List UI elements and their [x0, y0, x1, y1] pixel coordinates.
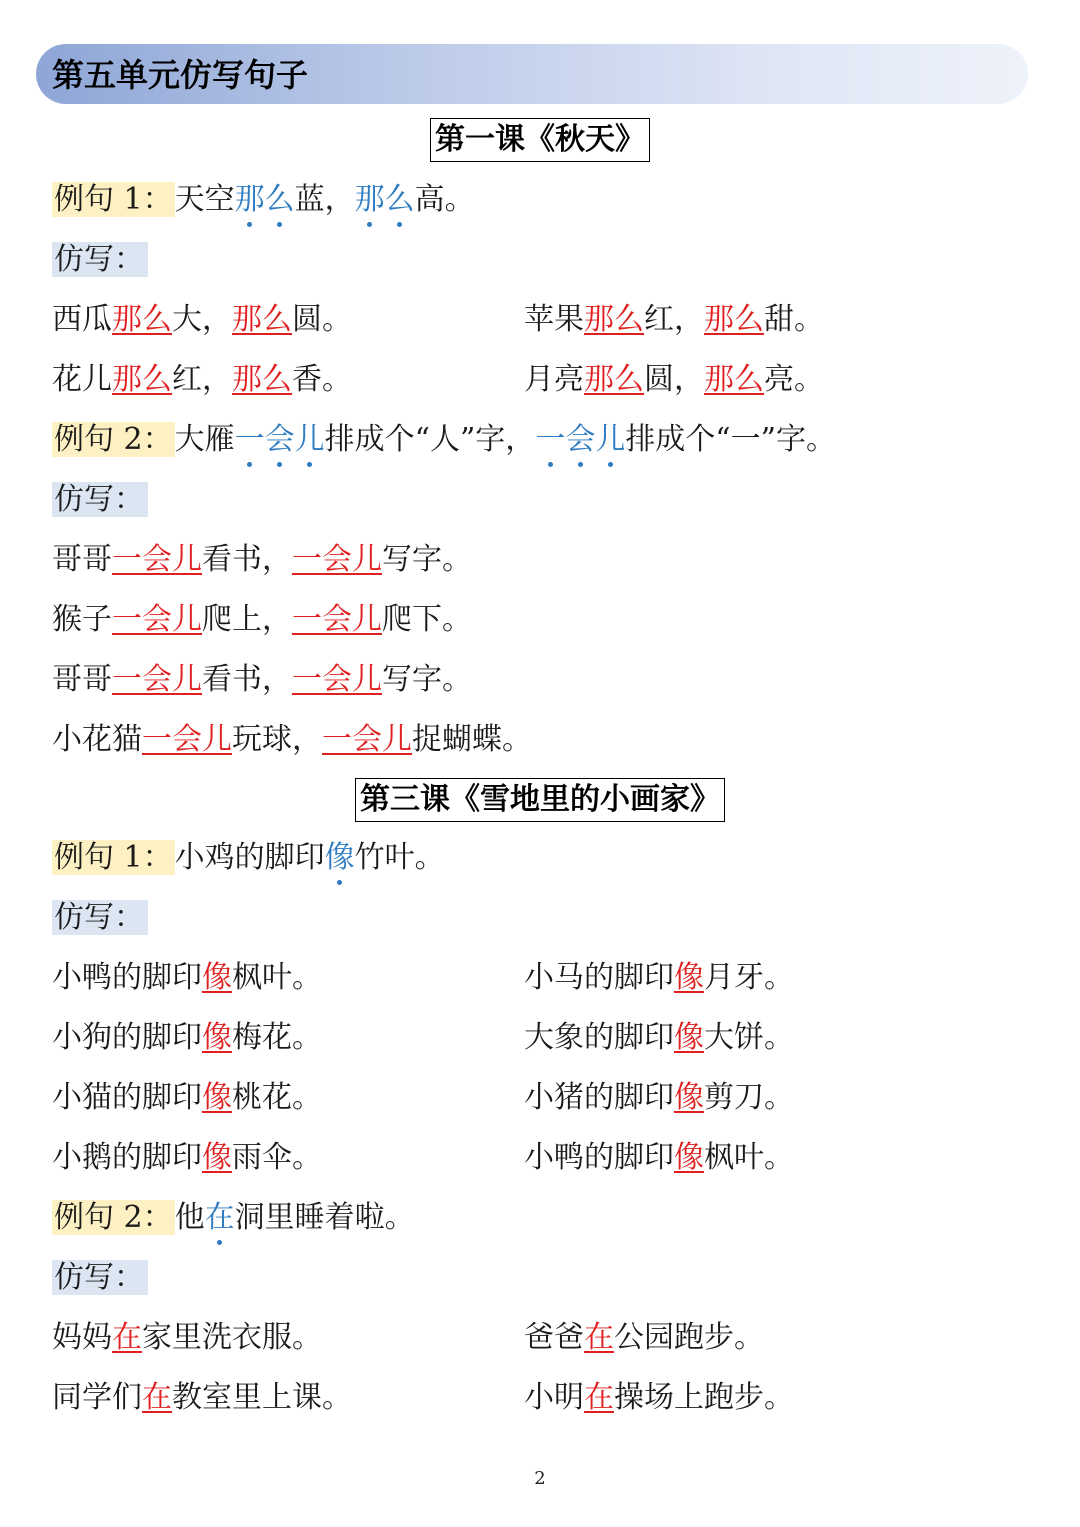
- answer-line: 猴子一会儿爬上，一会儿爬下。: [52, 602, 472, 637]
- answer-line: 大象的脚印像大饼。: [524, 1020, 794, 1055]
- answer-line: 同学们在教室里上课。: [52, 1380, 352, 1415]
- example-label: 例句 1：: [54, 182, 173, 217]
- answer-line: 小花猫一会儿玩球，一会儿捉蝴蝶。: [52, 722, 532, 757]
- imitate-label: 仿写：: [52, 900, 148, 935]
- key-word: 一会儿: [235, 422, 325, 457]
- answer-line: 小鹅的脚印像雨伞。: [52, 1140, 322, 1175]
- lesson3-title-row: [0, 778, 1080, 822]
- key-word: 在: [205, 1196, 235, 1240]
- lesson1-title: 第一课《秋天》: [430, 118, 650, 162]
- answer-line: 小鸭的脚印像枫叶。: [52, 960, 322, 995]
- page-number: 2: [534, 1468, 546, 1489]
- answer-line: 小猪的脚印像剪刀。: [524, 1080, 794, 1115]
- lesson3-imitate-label-2: [52, 1256, 148, 1300]
- answer-line: 小鸭的脚印像枫叶。: [524, 1140, 794, 1175]
- answer-line: 月亮那么圆，那么亮。: [524, 362, 824, 397]
- example-label: 例句 2：: [54, 422, 173, 457]
- example-label: 例句 1：: [54, 840, 173, 875]
- lesson1-title-row: [0, 118, 1080, 162]
- key-word: 那么: [355, 182, 415, 217]
- lesson1-example-1: 例句 1：天空那么蓝，那么高。: [52, 178, 475, 222]
- imitate-label: 仿写：: [52, 242, 148, 277]
- answer-line: 爸爸在公园跑步。: [524, 1320, 764, 1355]
- lesson3-imitate-label-1: [52, 896, 148, 940]
- imitate-label: 仿写：: [52, 482, 148, 517]
- key-word: 像: [325, 836, 355, 880]
- answer-line: 小猫的脚印像桃花。: [52, 1080, 322, 1115]
- answer-line: 花儿那么红，那么香。: [52, 362, 352, 397]
- answer-line: 哥哥一会儿看书，一会儿写字。: [52, 542, 472, 577]
- example-label: 例句 2：: [54, 1200, 173, 1235]
- lesson1-imitate-label-2: [52, 478, 148, 522]
- answer-line: 苹果那么红，那么甜。: [524, 302, 824, 337]
- lesson1-imitate-label-1: [52, 238, 148, 282]
- key-word: 一会儿: [535, 422, 625, 457]
- answer-line: 哥哥一会儿看书，一会儿写字。: [52, 662, 472, 697]
- lesson1-example-2: 例句 2：大雁一会儿排成个“人”字，一会儿排成个“一”字。: [52, 418, 836, 462]
- answer-line: 妈妈在家里洗衣服。: [52, 1320, 322, 1355]
- lesson3-example-1: 例句 1：小鸡的脚印像竹叶。: [52, 836, 445, 880]
- key-word: 那么: [235, 182, 295, 217]
- lesson3-example-2: 例句 2：他在洞里睡着啦。: [52, 1196, 415, 1240]
- unit-title: 第五单元仿写句子: [52, 56, 309, 94]
- answer-line: 小明在操场上跑步。: [524, 1380, 794, 1415]
- lesson3-title: 第三课《雪地里的小画家》: [355, 778, 725, 822]
- answer-line: 小马的脚印像月牙。: [524, 960, 794, 995]
- answer-line: 西瓜那么大，那么圆。: [52, 302, 352, 337]
- answer-line: 小狗的脚印像梅花。: [52, 1020, 322, 1055]
- imitate-label: 仿写：: [52, 1260, 148, 1295]
